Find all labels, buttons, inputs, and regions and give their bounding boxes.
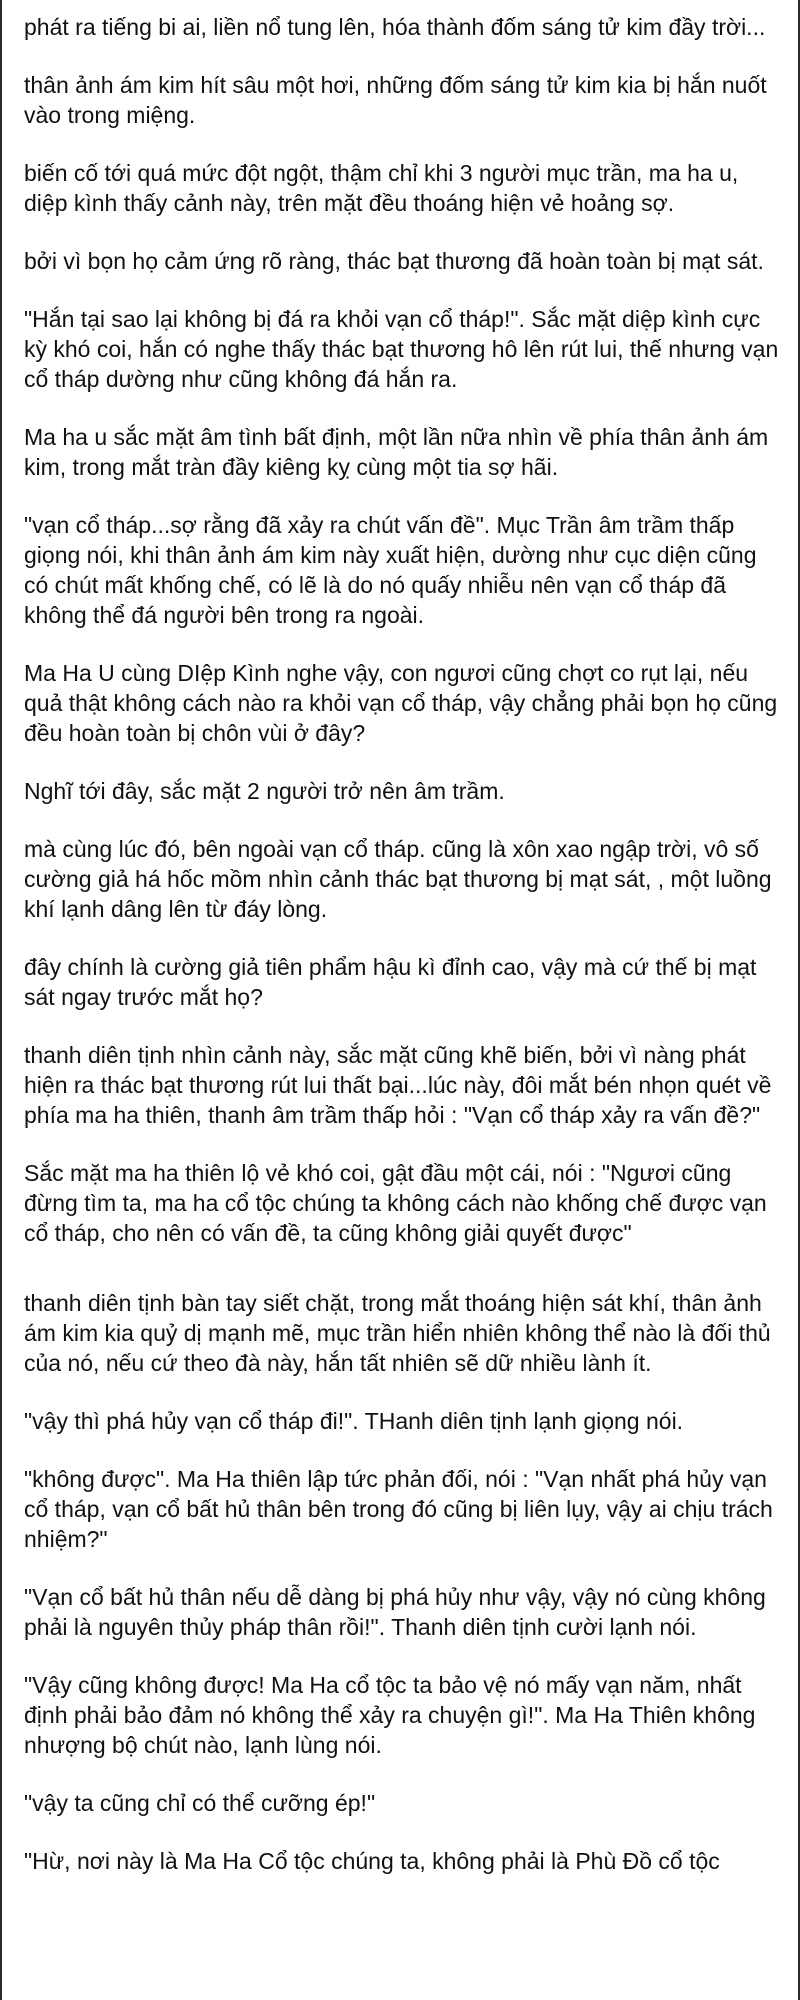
paragraph-9: Nghĩ tới đây, sắc mặt 2 người trở nên âm trầm. xyxy=(24,778,505,804)
paragraph-5: "Hắn tại sao lại không bị đá ra khỏi vạn cổ tháp!". Sắc mặt diệp kình cực kỳ khó coi, hắn có nghe thấy thác bạt thương hô lên rút lui, thế nhưng vạn cổ tháp dường như cũng không đá hắn ra. xyxy=(24,306,779,392)
paragraph-11: đây chính là cường giả tiên phẩm hậu kì đỉnh cao, vậy mà cứ thế bị mạt sát ngay trước mắt họ? xyxy=(24,954,757,1010)
paragraph-7: "vạn cổ tháp...sợ rằng đã xảy ra chút vấn đề". Mục Trần âm trầm thấp giọng nói, khi thân ảnh ám kim này xuất hiện, dường như cục diện cũng có chút mất khống chế, có lẽ là do nó quấy nhiễu nên vạn cổ tháp đã không thể đá người bên trong ra ngoài. xyxy=(24,512,757,628)
paragraph-4: bởi vì bọn họ cảm ứng rõ ràng, thác bạt thương đã hoàn toàn bị mạt sát. xyxy=(24,248,764,274)
paragraph-13: Sắc mặt ma ha thiên lộ vẻ khó coi, gật đầu một cái, nói : "Ngươi cũng đừng tìm ta, ma ha cổ tộc chúng ta không cách nào khống chế được vạn cổ tháp, cho nên có vấn đề, ta cũng không giải quyết được" xyxy=(24,1160,767,1246)
paragraph-16: "không được". Ma Ha thiên lập tức phản đối, nói : "Vạn nhất phá hủy vạn cổ tháp, vạn cổ bất hủ thân bên trong đó cũng bị liên lụy, vậy ai chịu trách nhiệm?" xyxy=(24,1466,773,1552)
paragraph-14: thanh diên tịnh bàn tay siết chặt, trong mắt thoáng hiện sát khí, thân ảnh ám kim kia quỷ dị mạnh mẽ, mục trần hiển nhiên không thể nào là đối thủ của nó, nếu cứ theo đà này, hắn tất nhiên sẽ dữ nhiều lành ít. xyxy=(24,1290,771,1376)
story-text xyxy=(24,12,784,1876)
paragraph-3: biến cố tới quá mức đột ngột, thậm chỉ khi 3 người mục trần, ma ha u, diệp kình thấy cảnh này, trên mặt đều thoáng hiện vẻ hoảng sợ. xyxy=(24,160,739,216)
paragraph-12: thanh diên tịnh nhìn cảnh này, sắc mặt cũng khẽ biến, bởi vì nàng phát hiện ra thác bạt thương rút lui thất bại...lúc này, đôi mắt bén nhọn quét về phía ma ha thiên, thanh âm trầm thấp hỏi : "Vạn cổ tháp xảy ra vấn đề?" xyxy=(24,1042,772,1128)
paragraph-2: thân ảnh ám kim hít sâu một hơi, những đốm sáng tử kim kia bị hắn nuốt vào trong miệng. xyxy=(24,72,767,128)
paragraph-17: "Vạn cổ bất hủ thân nếu dễ dàng bị phá hủy như vậy, vậy nó cùng không phải là nguyên thủy pháp thân rồi!". Thanh diên tịnh cười lạnh nói. xyxy=(24,1584,766,1640)
paragraph-6: Ma ha u sắc mặt âm tình bất định, một lần nữa nhìn về phía thân ảnh ám kim, trong mắt tràn đầy kiêng kỵ cùng một tia sợ hãi. xyxy=(24,424,769,480)
paragraph-8: Ma Ha U cùng DIệp Kình nghe vậy, con ngươi cũng chợt co rụt lại, nếu quả thật không cách nào ra khỏi vạn cổ tháp, vậy chẳng phải bọn họ cũng đều hoàn toàn bị chôn vùi ở đây? xyxy=(24,660,778,746)
paragraph-18: "Vậy cũng không được! Ma Ha cổ tộc ta bảo vệ nó mấy vạn năm, nhất định phải bảo đảm nó không thể xảy ra chuyện gì!". Ma Ha Thiên không nhượng bộ chút nào, lạnh lùng nói. xyxy=(24,1672,756,1758)
paragraph-19: "vậy ta cũng chỉ có thể cưỡng ép!" xyxy=(24,1790,376,1816)
paragraph-20: "Hừ, nơi này là Ma Ha Cổ tộc chúng ta, không phải là Phù Đồ cổ tộc xyxy=(24,1848,720,1874)
paragraph-10: mà cùng lúc đó, bên ngoài vạn cổ tháp. cũng là xôn xao ngập trời, vô số cường giả há hốc mồm nhìn cảnh thác bạt thương bị mạt sát, , một luồng khí lạnh dâng lên từ đáy lòng. xyxy=(24,836,772,922)
paragraph-15: "vậy thì phá hủy vạn cổ tháp đi!". THanh diên tịnh lạnh giọng nói. xyxy=(24,1408,684,1434)
paragraph-1: phát ra tiếng bi ai, liền nổ tung lên, hóa thành đốm sáng tử kim đầy trời... xyxy=(24,14,766,40)
